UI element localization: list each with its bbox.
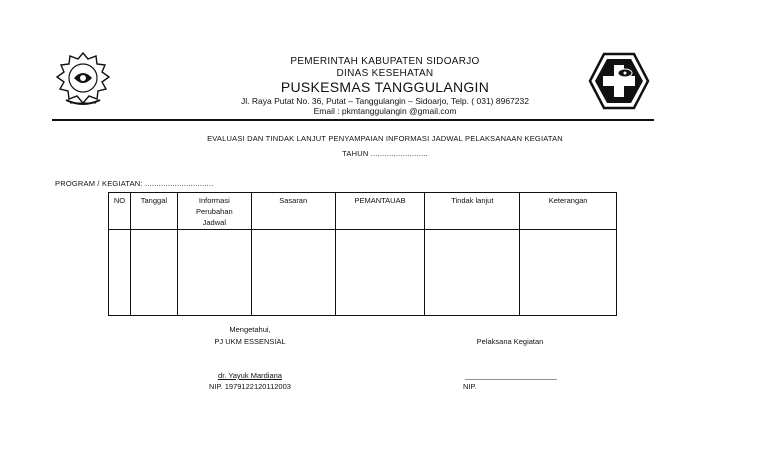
regency-seal-logo	[52, 50, 114, 110]
table-cell-tanggal[interactable]	[130, 230, 177, 316]
header-address: Jl. Raya Putat No. 36, Putat – Tanggulangin – Sidoarjo, Telp. ( 031) 8967232	[241, 96, 529, 106]
signature-left-nip: NIP. 1979122120112003	[209, 382, 291, 391]
column-header-informasi-text: Informasi Perubahan Jadwal	[195, 196, 233, 227]
table-cell-keterangan[interactable]	[520, 230, 617, 316]
column-header-pemantauab: PEMANTAUAB	[335, 193, 425, 230]
table-cell-tindak-lanjut[interactable]	[425, 230, 520, 316]
column-header-no: NO	[109, 193, 131, 230]
puskesmas-logo	[588, 52, 650, 110]
column-header-tindak-lanjut: Tindak lanjut	[425, 193, 520, 230]
column-header-sasaran: Sasaran	[251, 193, 335, 230]
signature-left-role: PJ UKM ESSENSIAL	[214, 337, 286, 346]
column-header-tanggal: Tanggal	[130, 193, 177, 230]
signature-right-label: Pelaksana Kegiatan	[476, 337, 544, 346]
header-department: DINAS KESEHATAN	[336, 68, 434, 79]
table-cell-no[interactable]	[109, 230, 131, 316]
table-row	[109, 230, 617, 316]
program-label: PROGRAM / KEGIATAN: ..............................	[55, 179, 214, 188]
document-title: EVALUASI DAN TINDAK LANJUT PENYAMPAIAN INFORMASI JADWAL PELAKSANAAN KEGIATAN	[207, 134, 563, 143]
column-header-keterangan: Keterangan	[520, 193, 617, 230]
header-institution: PUSKESMAS TANGGULANGIN	[280, 79, 490, 95]
evaluation-table	[108, 192, 617, 316]
signature-right-nip: NIP.	[463, 382, 477, 391]
header-email: Email : pkmtanggulangin @gmail.com	[313, 106, 457, 116]
signature-left-label: Mengetahui,	[229, 325, 271, 334]
column-header-informasi	[177, 193, 251, 230]
signature-right-line: ______________________	[465, 371, 557, 380]
table-cell-pemantauab[interactable]	[335, 230, 425, 316]
table-header-row	[109, 193, 617, 230]
table-cell-informasi[interactable]	[177, 230, 251, 316]
header-government: PEMERINTAH KABUPATEN SIDOARJO	[290, 56, 480, 67]
header-divider	[52, 119, 654, 121]
table-cell-sasaran[interactable]	[251, 230, 335, 316]
signature-left-name: dr. Yayuk Mardiana	[218, 371, 282, 380]
document-year: TAHUN .........................	[342, 149, 428, 158]
